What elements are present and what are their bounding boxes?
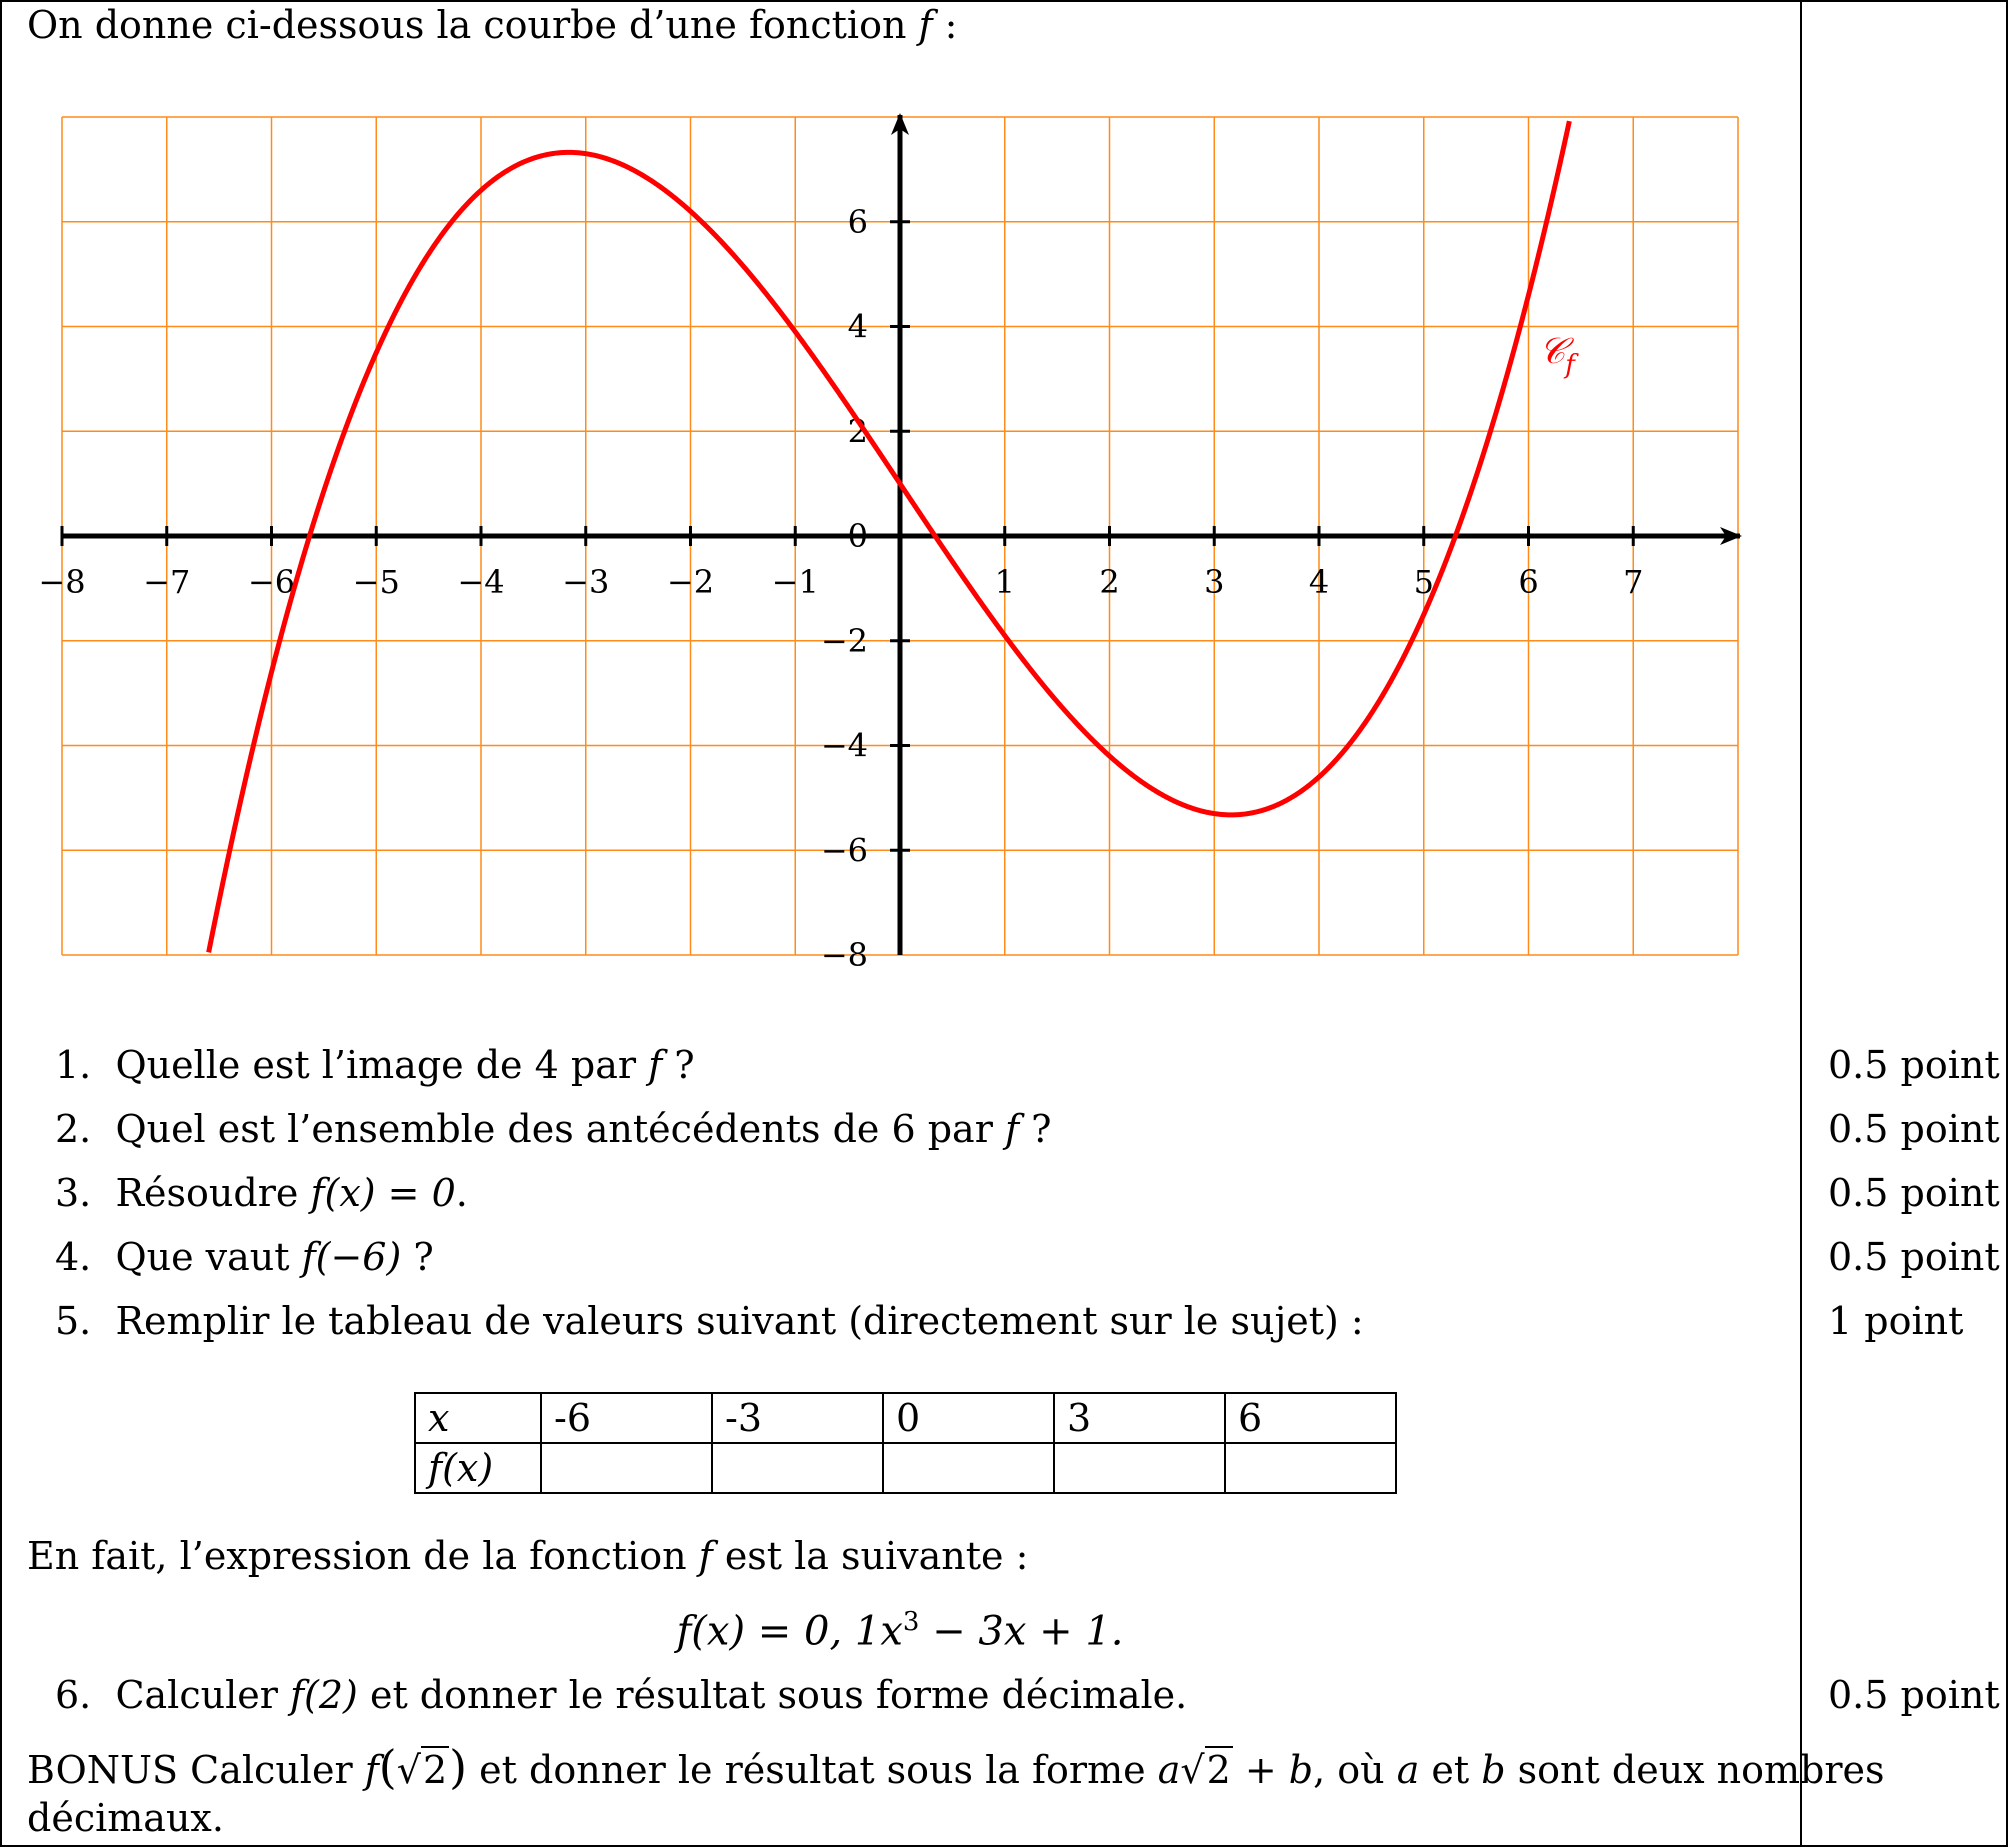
y-tick-label: −6: [820, 831, 868, 870]
bonus-b: b: [1288, 1748, 1314, 1792]
intro-text: On donne ci-dessous la courbe d’une fonction: [27, 3, 907, 47]
question-math: f: [648, 1043, 663, 1087]
table-header-x: x: [415, 1393, 541, 1443]
function-formula: [0, 1597, 1800, 1656]
bonus-end: sont deux nombres: [1505, 1748, 1885, 1792]
points-3: 0.5 point: [1828, 1171, 2000, 1215]
question-5: [55, 1298, 1364, 1344]
question-4: [55, 1234, 434, 1280]
expression-intro: [27, 1533, 1028, 1579]
x-tick-label: −7: [143, 563, 191, 601]
x-tick-label: −4: [457, 563, 505, 601]
bonus-line-1: BONUS Calculer f(√2) et donner le résultat sous la forme a√2 + b, où a et b sont deux nombres: [27, 1740, 1885, 1794]
x-tick-label: 1: [994, 563, 1015, 601]
question-text: Remplir le tableau de valeurs suivant (directement sur le sujet) :: [115, 1299, 1364, 1343]
question-2: [55, 1106, 1051, 1152]
question-end: ?: [401, 1235, 434, 1279]
question-end: ?: [1019, 1107, 1052, 1151]
x-tick-label: −3: [562, 563, 610, 601]
question-number: 3.: [55, 1171, 92, 1215]
bonus-radicand: 2: [422, 1748, 448, 1792]
bonus-b2: b: [1481, 1748, 1506, 1792]
question-number: 2.: [55, 1107, 92, 1151]
y-tick-label: 4: [847, 307, 868, 346]
curve-label: [1539, 331, 1579, 380]
formula-rhs: − 3x + 1.: [919, 1608, 1124, 1655]
curve-label-sub: f: [1565, 350, 1575, 381]
x-tick-label: −5: [352, 563, 400, 601]
y-tick-label: −2: [820, 621, 868, 660]
question-number: 6.: [55, 1673, 92, 1717]
x-tick-label: 6: [1518, 563, 1539, 601]
expression-intro-text: En fait, l’expression de la fonction: [27, 1534, 699, 1578]
table-cell: -6: [541, 1393, 712, 1443]
values-table: [414, 1392, 1397, 1494]
y-tick-label: 6: [847, 202, 868, 241]
bonus-f: f: [364, 1748, 379, 1792]
points-2: 0.5 point: [1828, 1107, 2000, 1151]
x-tick-label: −6: [247, 563, 296, 601]
chart-ticks: [38, 203, 1643, 974]
question-1: [55, 1042, 695, 1088]
question-number: 5.: [55, 1299, 92, 1343]
question-text: Que vaut: [115, 1235, 302, 1279]
table-row: [415, 1443, 1396, 1493]
question-text: Quelle est l’image de 4 par: [115, 1043, 649, 1087]
bonus-et: et: [1419, 1748, 1482, 1792]
y-tick-label: 0: [847, 517, 868, 555]
expression-intro-var: f: [698, 1534, 713, 1578]
question-end: .: [455, 1171, 468, 1215]
question-math: f(2): [289, 1673, 358, 1717]
x-tick-label: −8: [38, 563, 86, 601]
table-input-cell[interactable]: [1054, 1443, 1225, 1493]
question-end: et donner le résultat sous forme décimale.: [357, 1673, 1188, 1717]
function-chart: [0, 0, 1800, 1000]
points-1: 0.5 point: [1828, 1043, 2000, 1087]
x-tick-label: −2: [666, 563, 715, 601]
x-tick-label: 4: [1308, 563, 1330, 601]
bonus-a2: a: [1396, 1748, 1420, 1792]
formula-lhs: f(x) = 0, 1x: [676, 1608, 903, 1655]
formula-exponent: 3: [902, 1607, 920, 1637]
y-tick-label: −8: [820, 936, 868, 974]
bonus-line-2: décimaux.: [27, 1796, 224, 1840]
x-tick-label: 3: [1204, 563, 1225, 601]
question-number: 4.: [55, 1235, 92, 1279]
bonus-text: BONUS Calculer: [27, 1748, 365, 1792]
bonus-radicand-2: 2: [1206, 1748, 1231, 1792]
question-text: Quel est l’ensemble des antécédents de 6 par: [115, 1107, 1005, 1151]
chart-axes: [62, 113, 1742, 955]
expression-intro-end: est la suivante :: [712, 1534, 1029, 1578]
bonus-tail: , où: [1313, 1748, 1397, 1792]
question-math: f(x) = 0: [310, 1171, 456, 1215]
question-math: f(−6): [301, 1235, 402, 1279]
points-5: 1 point: [1828, 1299, 1964, 1343]
intro-var: f: [918, 3, 933, 47]
question-text: Résoudre: [115, 1171, 311, 1215]
x-tick-label: 5: [1413, 563, 1434, 601]
table-input-cell[interactable]: [1225, 1443, 1396, 1493]
x-tick-label: 7: [1623, 563, 1644, 601]
intro-colon: :: [932, 3, 958, 47]
points-6: 0.5 point: [1828, 1673, 2000, 1717]
table-header-fx: f(x): [415, 1443, 541, 1493]
y-tick-label: −4: [820, 726, 868, 765]
table-cell: 3: [1054, 1393, 1225, 1443]
bonus-mid: et donner le résultat sous la forme: [467, 1748, 1158, 1792]
table-cell: 0: [883, 1393, 1054, 1443]
table-input-cell[interactable]: [541, 1443, 712, 1493]
curve-label-main: 𝒞: [1538, 331, 1566, 373]
y-tick-label: 2: [847, 412, 868, 451]
question-text: Calculer: [115, 1673, 290, 1717]
table-input-cell[interactable]: [712, 1443, 883, 1493]
question-math: f: [1004, 1107, 1020, 1151]
table-cell: -3: [712, 1393, 883, 1443]
table-row: [415, 1393, 1396, 1443]
question-end: ?: [662, 1043, 695, 1087]
table-cell: 6: [1225, 1393, 1396, 1443]
question-6: [55, 1672, 1187, 1718]
bonus-a: a: [1157, 1748, 1181, 1792]
question-number: 1.: [55, 1043, 92, 1087]
x-tick-label: 2: [1099, 563, 1120, 601]
points-4: 0.5 point: [1828, 1235, 2000, 1279]
x-tick-label: −1: [771, 563, 819, 601]
table-input-cell[interactable]: [883, 1443, 1054, 1493]
question-3: [55, 1170, 468, 1216]
